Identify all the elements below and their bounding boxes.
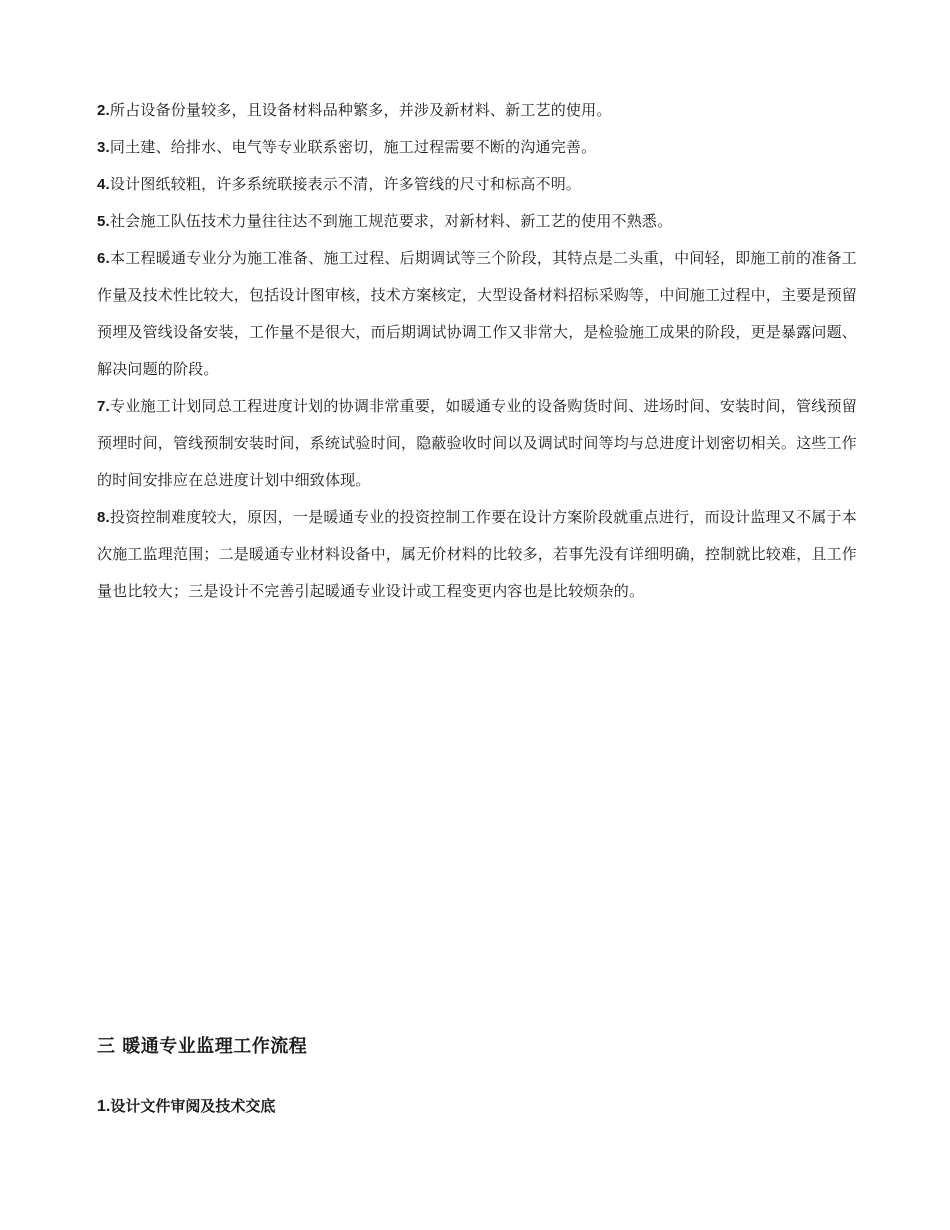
- item-text: 投资控制难度较大，原因，一是暖通专业的投资控制工作要在设计方案阶段就重点进行，而设计监理又不属于本次施工监理范围；二是暖通专业材料设备中，属无价材料的比较多，若事先没有详细明确，控制就比较难，且工作量也比较大；三是设计不完善引起暖通专业设计或工程变更内容也是比较烦杂的。: [97, 508, 858, 600]
- item-number: 4.: [97, 176, 110, 193]
- item-text: 同土建、给排水、电气等专业联系密切，施工过程需要不断的沟通完善。: [109, 138, 597, 156]
- list-item: [97, 166, 857, 203]
- list-item: [97, 129, 857, 166]
- item-number: 2.: [97, 102, 110, 119]
- subsection-title: 设计文件审阅及技术交底: [110, 1097, 276, 1115]
- item-text: 设计图纸较粗，许多系统联接表示不清，许多管线的尺寸和标高不明。: [109, 175, 582, 193]
- item-number: 5.: [97, 213, 110, 230]
- item-number: 3.: [97, 139, 110, 156]
- item-text: 社会施工队伍技术力量往往达不到施工规范要求，对新材料、新工艺的使用不熟悉。: [109, 212, 673, 230]
- list-item: [97, 499, 857, 610]
- list-item: [97, 92, 857, 129]
- characteristics-list: [97, 92, 857, 610]
- section-heading: 三 暖通专业监理工作流程: [97, 1036, 308, 1057]
- list-item: [97, 240, 857, 388]
- item-text: 所占设备份量较多，且设备材料品种繁多，并涉及新材料、新工艺的使用。: [109, 101, 612, 119]
- item-text: 本工程暖通专业分为施工准备、施工过程、后期调试等三个阶段，其特点是二头重，中间轻，即施工前的准备工作量及技术性比较大，包括设计图审核，技术方案核定，大型设备材料招标采购等，中间施工过程中，主要是预留预埋及管线设备安装，工作量不是很大，而后期调试协调工作又非常大，是检验施工成果的阶段，更是暴露问题、解决问题的阶段。: [97, 249, 858, 378]
- item-text: 专业施工计划同总工程进度计划的协调非常重要，如暖通专业的设备购货时间、进场时间、安装时间，管线预留预埋时间，管线预制安装时间，系统试验时间，隐蔽验收时间以及调试时间等均与总进度计划密切相关。这些工作的时间安排应在总进度计划中细致体现。: [97, 397, 858, 489]
- list-item: [97, 203, 857, 240]
- list-item: [97, 388, 857, 499]
- subsection-heading: [97, 1095, 275, 1116]
- item-number: 6.: [97, 250, 110, 267]
- subsection-number: 1.: [97, 1098, 111, 1115]
- item-number: 8.: [97, 509, 110, 526]
- item-number: 7.: [97, 398, 110, 415]
